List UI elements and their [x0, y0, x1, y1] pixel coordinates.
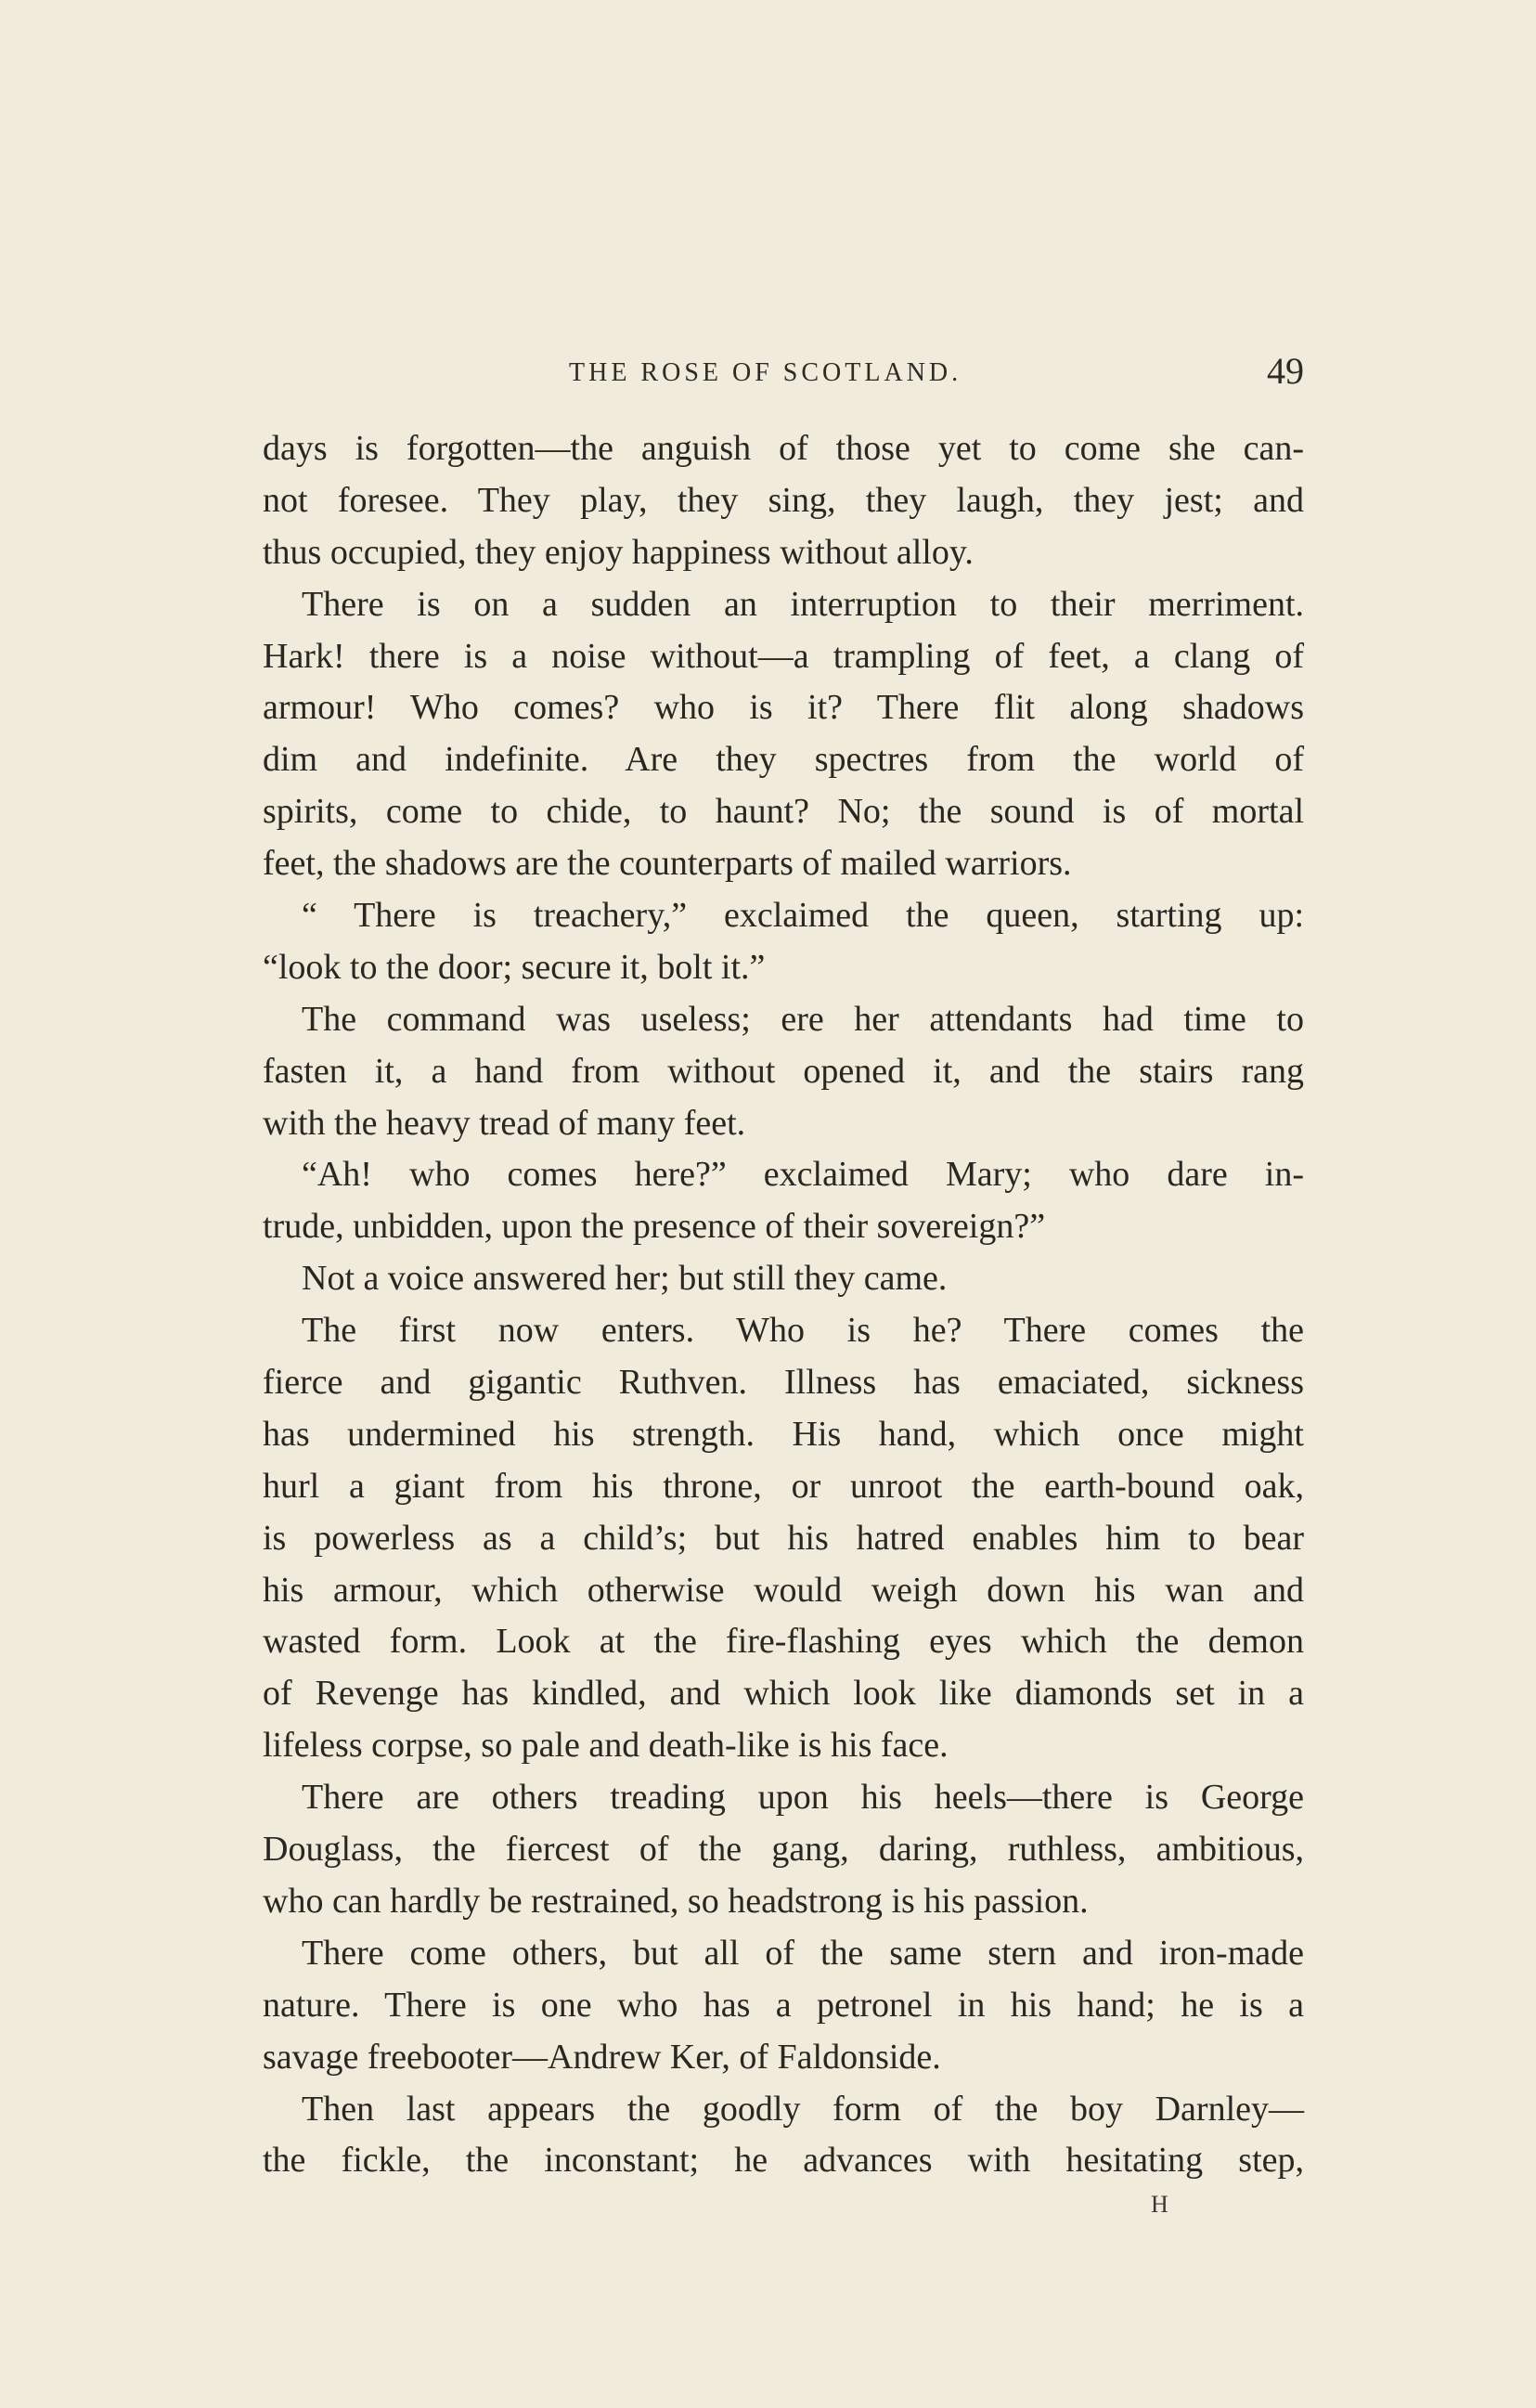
text-line: armour! Who comes? who is it? There flit along shadows [263, 688, 1304, 728]
text-line: of Revenge has kindled, and which look like diamonds set in a [263, 1674, 1304, 1714]
text-line: who can hardly be restrained, so headstrong is his passion. [263, 1881, 1089, 1921]
text-line: There come others, but all of the same stern and iron-made [302, 1933, 1304, 1973]
text-line: Douglass, the fiercest of the gang, daring, ruthless, ambitious, [263, 1830, 1304, 1870]
body-text [263, 423, 1304, 2187]
text-line: wasted form. Look at the fire-flashing eyes which the demon [263, 1622, 1304, 1662]
text-line: fasten it, a hand from without opened it, and the stairs rang [263, 1051, 1304, 1091]
text-line: thus occupied, they enjoy happiness without alloy. [263, 532, 974, 572]
running-title: THE ROSE OF SCOTLAND. [569, 358, 962, 387]
text-line: hurl a giant from his throne, or unroot the earth-bound oak, [263, 1466, 1304, 1506]
text-line: There is on a sudden an interruption to their merriment. [302, 584, 1304, 624]
text-line: spirits, come to chide, to haunt? No; the sound is of mortal [263, 792, 1304, 832]
text-line: trude, unbidden, upon the presence of their sovereign?” [263, 1207, 1046, 1247]
text-line: dim and indefinite. Are they spectres from the world of [263, 740, 1304, 780]
signature-mark: H [1151, 2191, 1169, 2218]
text-line: The command was useless; ere her attendants had time to [302, 999, 1304, 1039]
text-line: There are others treading upon his heels—there is George [302, 1778, 1304, 1818]
text-line: “Ah! who comes here?” exclaimed Mary; who dare in- [302, 1155, 1304, 1195]
text-line: is powerless as a child’s; but his hatred enables him to bear [263, 1518, 1304, 1558]
text-line: nature. There is one who has a petronel in his hand; he is a [263, 1985, 1304, 2025]
running-head [263, 349, 1304, 405]
text-line: fierce and gigantic Ruthven. Illness has emaciated, sickness [263, 1363, 1304, 1403]
text-line: not foresee. They play, they sing, they laugh, they jest; and [263, 480, 1304, 520]
text-line: The first now enters. Who is he? There comes the [302, 1311, 1304, 1351]
text-line: Hark! there is a noise without—a trampling of feet, a clang of [263, 636, 1304, 676]
text-line: with the heavy tread of many feet. [263, 1103, 746, 1143]
text-line: feet, the shadows are the counterparts of mailed warriors. [263, 844, 1072, 884]
text-line: “ There is treachery,” exclaimed the queen, starting up: [302, 896, 1304, 936]
text-line: Not a voice answered her; but still they came. [302, 1259, 948, 1299]
text-line: lifeless corpse, so pale and death-like is his face. [263, 1726, 949, 1766]
text-line: the fickle, the inconstant; he advances with hesitating step, [263, 2141, 1304, 2181]
text-line: has undermined his strength. His hand, which once might [263, 1414, 1304, 1454]
text-line: Then last appears the goodly form of the boy Darnley— [302, 2089, 1304, 2129]
text-line: days is forgotten—the anguish of those yet to come she can- [263, 429, 1304, 468]
page-number: 49 [1267, 350, 1304, 392]
text-line: “look to the door; secure it, bolt it.” [263, 947, 766, 987]
text-line: savage freebooter—Andrew Ker, of Faldonside. [263, 2037, 941, 2077]
text-line: his armour, which otherwise would weigh down his wan and [263, 1570, 1304, 1610]
